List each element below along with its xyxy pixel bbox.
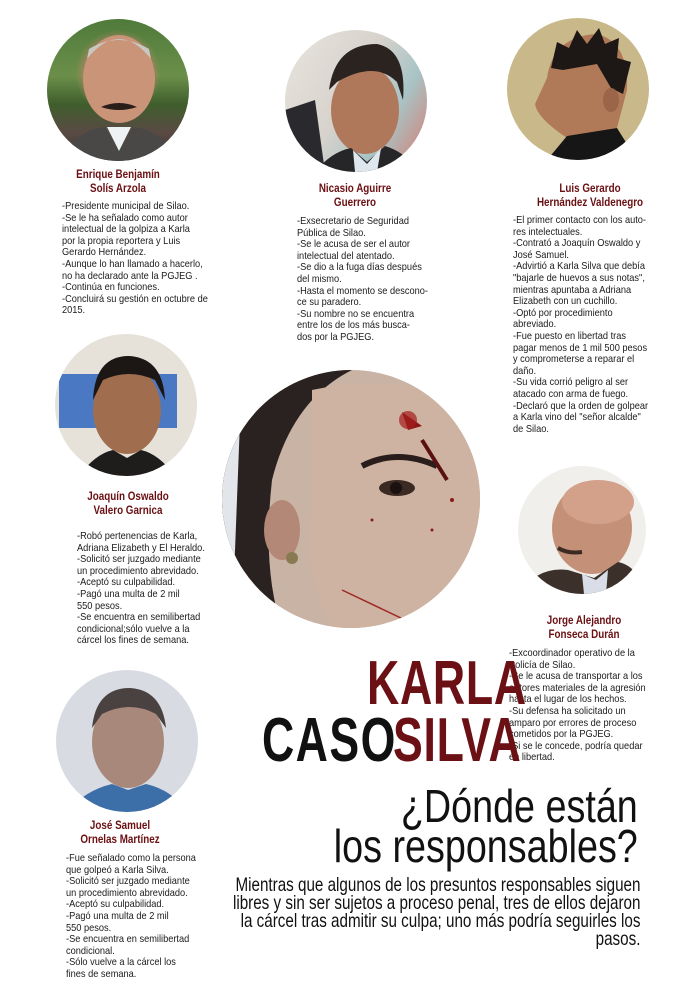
person-bio: -Fue señalado como la persona que golpeó a Karla Silva. -Solicitó ser juzgado mediante un procedimiento abrevidado. -Aceptó su culpabilidad. -Pagó una multa de 2 mil 550 pesos. -Se encuentra en semilibertad condicional. -Sólo vuelve a la cárcel los fines de semana.	[66, 852, 196, 980]
person-bio: -Excoordinador operativo de la Policía de Silao. -Se le acusa de transportar a los autores materiales de la agresión hasta el lugar de los hechos. -Su defensa ha solicitado un amparo por errores de proceso cometidos por la PGJEG. -Si se le concede, podría quedar en libertad.	[509, 647, 646, 764]
person-silhouette-icon	[47, 19, 189, 161]
title-karla: KARLA	[367, 649, 527, 718]
person-silhouette-icon	[285, 30, 427, 172]
person-name: Luis Gerardo Hernández Valdenegro	[536, 181, 644, 209]
portrait-nicasio	[285, 30, 427, 172]
headline: ¿Dónde están los responsables?	[333, 780, 638, 872]
portrait-luis	[507, 18, 649, 160]
title-silva: SILVA	[393, 706, 522, 775]
injured-face-icon	[222, 370, 480, 628]
person-bio: -Robó pertenencias de Karla, Adriana Elizabeth y El Heraldo. -Solicitó ser juzgado mediante un procedimiento abrevidado. -Aceptó su culpabilidad. -Pagó una multa de 2 mil 550 pesos. -Se encuentra en semilibertad condicional;sólo vuelve a la cárcel los fines de semana.	[77, 530, 205, 647]
person-name: Nicasio Aguirre Guerrero	[318, 181, 392, 209]
person-name: Jorge Alejandro Fonseca Durán	[546, 613, 622, 641]
person-silhouette-icon	[56, 670, 198, 812]
person-bio: -El primer contacto con los auto- res intelectuales. -Contrató a Joaquín Oswaldo y José Samuel. -Advirtió a Karla Silva que debía "bajarle de huevos a sus notas", mientras apuntaba a Adriana Elizabeth con un cuchillo. -Optó por procedimiento abreviado. -Fue puesto en libertad tras pagar menos de 1 mil 500 pesos y comprometerse a reparar el daño. -Su vida corrió peligro al ser atacado con arma de fuego. -Declaró que la orden de golpear a Karla vino del "señor alcalde" de Silao.	[513, 214, 649, 435]
person-bio: -Exsecretario de Seguridad Pública de Silao. -Se le acusa de ser el autor intelectual del atentado. -Se dio a la fuga días después del mismo. -Hasta el momento se descono- ce su paradero. -Su nombre no se encuentra entre los de los más busca- dos por la PGJEG.	[297, 215, 428, 343]
portrait-jose	[56, 670, 198, 812]
person-bio: -Presidente municipal de Silao. -Se le ha señalado como autor intelectual de la golpiza a Karla por la propia reportera y Luis Gerardo Hernández. -Aunque lo han llamado a hacerlo, no ha declarado ante la PGJEG . -Continúa en funciones. -Concluirá su gestión en octubre de 2015.	[62, 200, 208, 317]
person-name: José Samuel Ornelas Martínez	[80, 818, 160, 846]
portrait-jorge	[518, 466, 646, 594]
person-silhouette-icon	[518, 466, 646, 594]
person-silhouette-icon	[507, 18, 649, 160]
lead-paragraph: Mientras que algunos de los presuntos responsables siguen libres y sin ser sujetos a proceso penal, tres de ellos dejaron la cárcel tras admitir su culpa; uno más podría seguirles los pasos.	[232, 874, 641, 950]
portrait-enrique	[47, 19, 189, 161]
portrait-joaquin	[55, 334, 197, 476]
title-caso: CASO	[262, 706, 397, 775]
person-name: Enrique Benjamín Solís Arzola	[76, 167, 160, 195]
person-name: Joaquín Oswaldo Valero Garnica	[87, 489, 169, 517]
person-silhouette-icon	[55, 334, 197, 476]
portrait-karla-silva-injured	[222, 370, 480, 628]
